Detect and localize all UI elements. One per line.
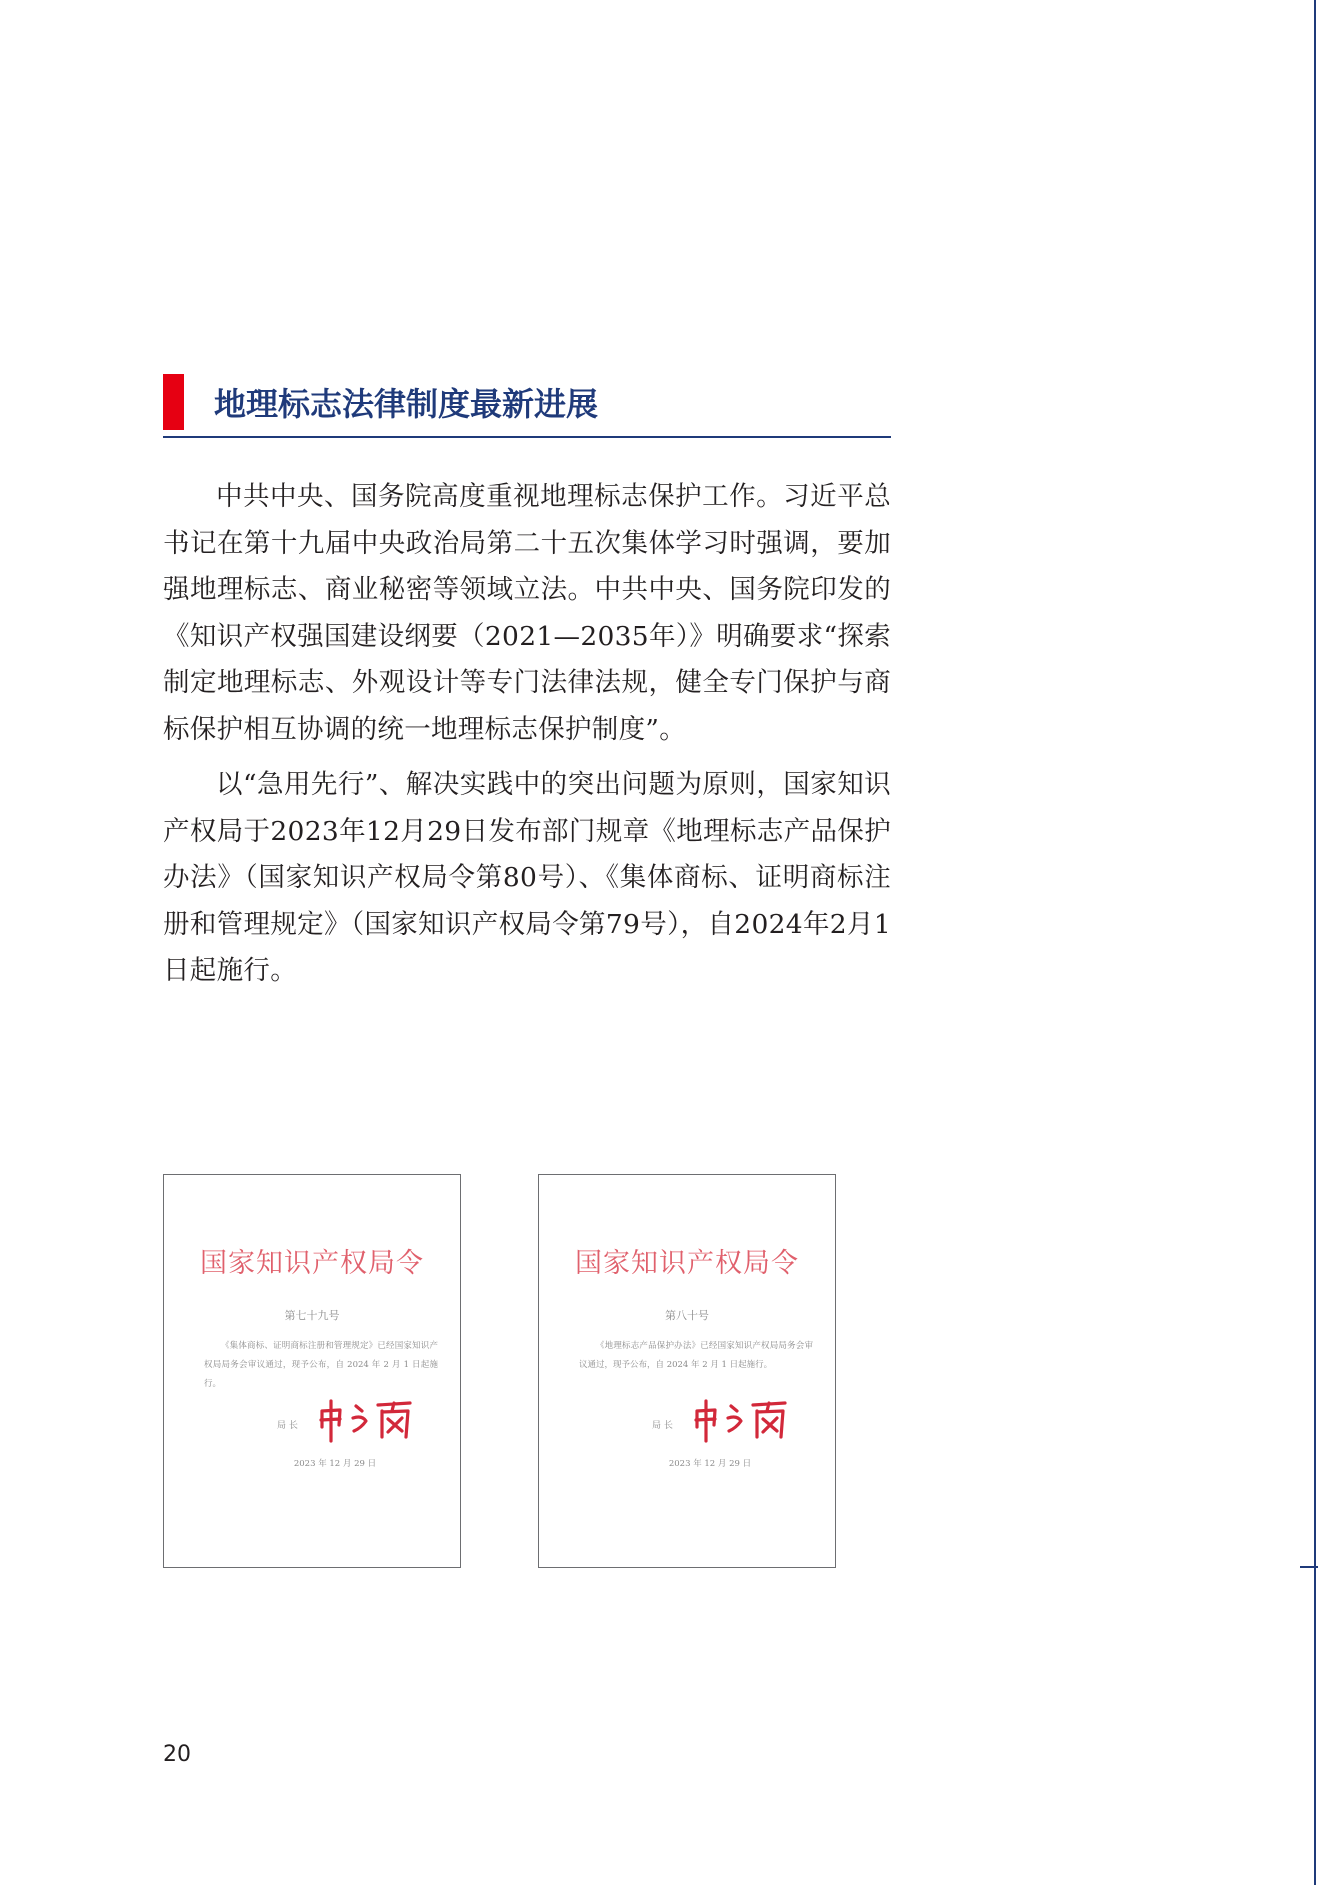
right-edge-tick: [1300, 1566, 1318, 1568]
paragraph-1: 中共中央、国务院高度重视地理标志保护工作。习近平总书记在第十九届中央政治局第二十五次集体学习时强调，要加强地理标志、商业秘密等领域立法。中共中央、国务院印发的《知识产权强国建设纲要（2021—2035年）》明确要求“探索制定地理标志、外观设计等专门法律法规，健全专门保护与商标保护相互协调的统一地理标志保护制度”。: [163, 481, 891, 745]
decree-title: 国家知识产权局令: [575, 1248, 799, 1279]
decree-document-80: [538, 1174, 836, 1568]
section-title: 地理标志法律制度最新进展: [214, 385, 599, 423]
decree-date: 2023 年 12 月 29 日: [293, 1459, 377, 1469]
signature-image: [316, 1397, 416, 1443]
right-edge-rule: [1314, 0, 1316, 1885]
section-heading: [163, 374, 891, 438]
decree-date: 2023 年 12 月 29 日: [668, 1459, 752, 1469]
body-text: [163, 474, 891, 1004]
decree-signer-label: 局 长: [652, 1421, 673, 1431]
page-number: 20: [163, 1742, 191, 1767]
decree-text: 《地理标志产品保护办法》已经国家知识产权局局务会审议通过，现予公布，自 2024 年 2 月 1 日起施行。: [579, 1341, 813, 1370]
decree-number: 第七十九号: [284, 1309, 340, 1322]
heading-accent-bar: [163, 374, 184, 430]
decree-number: 第八十号: [665, 1309, 709, 1322]
decree-title: 国家知识产权局令: [200, 1248, 424, 1279]
paragraph-2: 以“急用先行”、解决实践中的突出问题为原则，国家知识产权局于2023年12月29日发布部门规章《地理标志产品保护办法》（国家知识产权局令第80号）、《集体商标、证明商标注册和管理规定》（国家知识产权局令第79号），自2024年2月1日起施行。: [163, 769, 891, 986]
decree-text: 《集体商标、证明商标注册和管理规定》已经国家知识产权局局务会审议通过，现予公布，自 2024 年 2 月 1 日起施行。: [204, 1341, 438, 1389]
signature-image: [691, 1397, 791, 1443]
decree-document-79: [163, 1174, 461, 1568]
decree-signer-label: 局 长: [277, 1421, 298, 1431]
